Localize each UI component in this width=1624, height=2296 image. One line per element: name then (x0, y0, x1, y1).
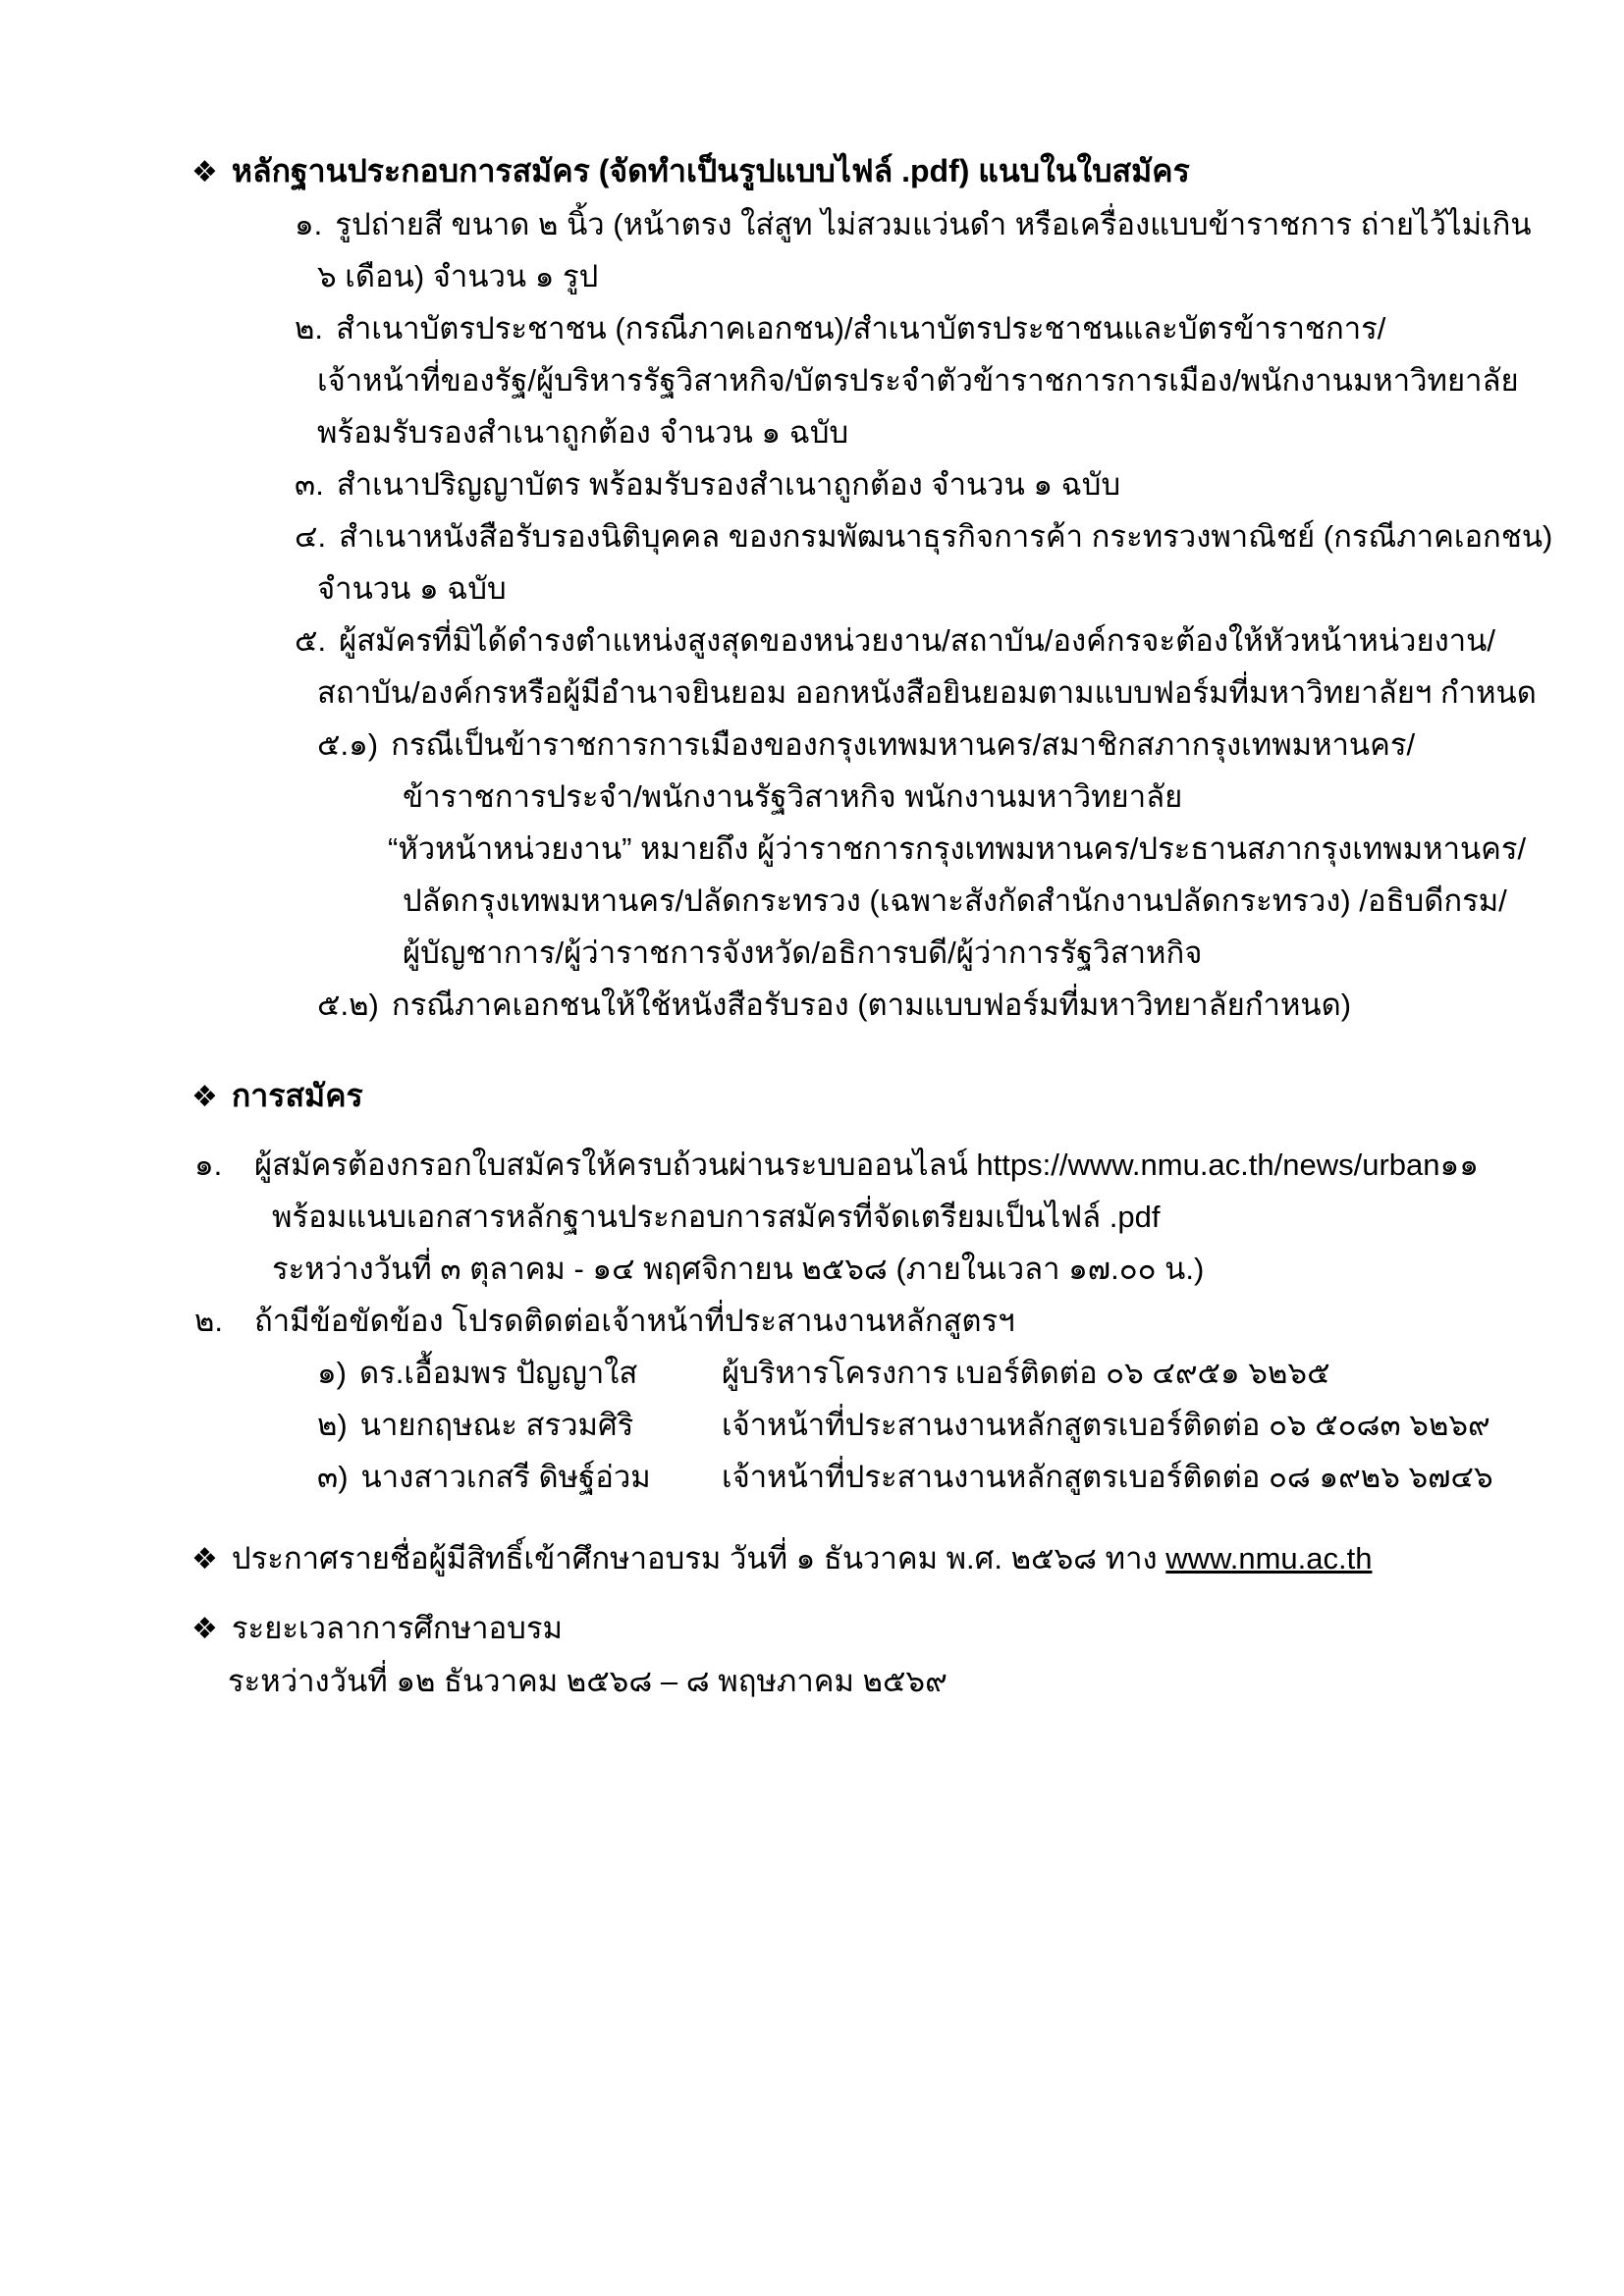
item-number: ๔. (295, 519, 327, 554)
item-number: ๕. (295, 623, 327, 658)
application-section (191, 1070, 1506, 1503)
list-item (191, 510, 1553, 614)
sub-list-item (191, 719, 1527, 979)
diamond-bullet-icon: ❖ (191, 156, 218, 188)
contact-role: เจ้าหน้าที่ประสานงานหลักสูตร (722, 1460, 1118, 1494)
text-line (317, 719, 1506, 771)
item-text: ถ้ามีข้อขัดข้อง โปรดติดต่อเจ้าหน้าที่ประสานงานหลักสูตรฯ (254, 1304, 1015, 1338)
text-line: ผู้บัญชาการ/ผู้ว่าราชการจังหวัด/อธิการบดี/ผู้ว่าการรัฐวิสาหกิจ (403, 935, 1203, 970)
contact-number: ๑) (317, 1356, 348, 1390)
application-heading-row (191, 1070, 1506, 1123)
item-text: สำเนาปริญญาบัตร พร้อมรับรองสำเนาถูกต้อง จำนวน ๑ ฉบับ (336, 467, 1121, 502)
list-item (191, 1139, 1506, 1295)
diamond-bullet-icon: ❖ (191, 1543, 218, 1575)
diamond-bullet-icon: ❖ (191, 1081, 218, 1113)
item-number: ๑. (295, 207, 323, 241)
text-line (295, 302, 1506, 354)
text-line: เจ้าหน้าที่ของรัฐ/ผู้บริหารรัฐวิสาหกิจ/บัตรประจำตัวข้าราชการการเมือง/พนักงานมหาวิทยาลัย (317, 363, 1519, 398)
text-line (295, 510, 1553, 562)
item-text: ผู้สมัครที่มิได้ดำรงตำแหน่งสูงสุดของหน่วยงาน/สถาบัน/องค์กรจะต้องให้หัวหน้าหน่วยงาน/ (339, 623, 1495, 658)
contact-name-text: นายกฤษณะ สรวมศิริ (359, 1408, 634, 1442)
item-text: สำเนาหนังสือรับรองนิติบุคคล ของกรมพัฒนาธุรกิจการค้า กระทรวงพาณิชย์ (กรณีภาคเอกชน) (339, 519, 1553, 554)
item-text: รูปถ่ายสี ขนาด ๒ นิ้ว (หน้าตรง ใส่สูท ไม่สวมแว่นดำ หรือเครื่องแบบข้าราชการ ถ่ายไว้ไม่เกิน (335, 207, 1532, 241)
item-number: ๑. (194, 1148, 223, 1182)
contact-phone: เบอร์ติดต่อ ๐๘ ๑๙๒๖ ๖๗๔๖ (1117, 1460, 1493, 1494)
text-line (194, 1295, 1506, 1347)
item-number: ๒. (194, 1304, 224, 1338)
contact-row (317, 1347, 1506, 1399)
text-line: ๖ เดือน) จำนวน ๑ รูป (317, 259, 599, 294)
text-line: สถาบัน/องค์กรหรือผู้มีอำนาจยินยอม ออกหนังสือยินยอมตามแบบฟอร์มที่มหาวิทยาลัยฯ กำหนด (317, 675, 1537, 710)
evidence-heading: หลักฐานประกอบการสมัคร (จัดทำเป็นรูปแบบไฟล์ .pdf) แนบในใบสมัคร (231, 153, 1190, 188)
list-item (191, 1295, 1506, 1347)
contact-number: ๓) (317, 1460, 349, 1494)
text-line: พร้อมแนบเอกสารหลักฐานประกอบการสมัครที่จัดเตรียมเป็นไฟล์ .pdf (272, 1200, 1161, 1234)
contact-name (317, 1399, 722, 1451)
contact-number: ๒) (317, 1408, 348, 1442)
list-item (191, 198, 1532, 302)
evidence-heading-row (191, 145, 1506, 198)
text-line (194, 1139, 1506, 1191)
text-line (295, 198, 1532, 250)
item-number: ๒. (295, 311, 324, 346)
item-number: ๕.๒) (317, 988, 379, 1022)
text-line (317, 979, 1506, 1031)
text-line (295, 458, 1506, 510)
announcement-line (232, 1532, 1373, 1584)
contact-name (317, 1451, 722, 1503)
item-text: ผู้สมัครต้องกรอกใบสมัครให้ครบถ้วนผ่านระบบออนไลน์ (254, 1148, 977, 1182)
contact-phone: เบอร์ติดต่อ ๐๖ ๔๙๕๑ ๖๒๖๕ (955, 1356, 1330, 1390)
contact-row (317, 1451, 1506, 1503)
contact-row (317, 1399, 1506, 1451)
text-line: ปลัดกรุงเทพมหานคร/ปลัดกระทรวง (เฉพาะสังกัดสำนักงานปลัดกระทรวง) /อธิบดีกรม/ (403, 883, 1507, 918)
list-item (191, 302, 1519, 458)
duration-dates-line: ระหว่างวันที่ ๑๒ ธันวาคม ๒๕๖๘ – ๘ พฤษภาคม ๒๕๖๙ (228, 1664, 947, 1698)
contact-role: ผู้บริหารโครงการ (722, 1356, 948, 1390)
sub-list-item (191, 979, 1506, 1031)
duration-heading: ระยะเวลาการศึกษาอบรม (231, 1611, 563, 1645)
contact-name-text: นางสาวเกสรี ดิษฐ์อ่วม (360, 1460, 651, 1494)
duration-heading-row (191, 1602, 1506, 1655)
text-line: ระหว่างวันที่ ๓ ตุลาคม - ๑๔ พฤศจิกายน ๒๕๖๘ (ภายในเวลา ๑๗.๐๐ น.) (272, 1252, 1205, 1286)
text-line: “หัวหน้าหน่วยงาน” หมายถึง ผู้ว่าราชการกรุงเทพมหานคร/ประธานสภากรุงเทพมหานคร/ (388, 831, 1527, 866)
announcement-text: ประกาศรายชื่อผู้มีสิทธิ์เข้าศึกษาอบรม วันที่ ๑ ธันวาคม พ.ศ. ๒๕๖๘ ทาง (231, 1541, 1166, 1575)
application-url[interactable]: https://www.nmu.ac.th/news/urban๑๑ (976, 1148, 1479, 1182)
diamond-bullet-icon: ❖ (191, 1613, 218, 1645)
list-item (191, 458, 1506, 510)
evidence-section (191, 145, 1553, 1031)
text-line: จำนวน ๑ ฉบับ (317, 571, 507, 606)
list-item (191, 614, 1537, 719)
item-text: สำเนาบัตรประชาชน (กรณีภาคเอกชน)/สำเนาบัตรประชาชนและบัตรข้าราชการ/ (336, 311, 1386, 346)
item-text: กรณีภาคเอกชนให้ใช้หนังสือรับรอง (ตามแบบฟอร์มที่มหาวิทยาลัยกำหนด) (391, 988, 1352, 1022)
contact-name (317, 1347, 722, 1399)
announcement-row (191, 1532, 1506, 1585)
announcement-section (191, 1532, 1506, 1585)
contact-role: เจ้าหน้าที่ประสานงานหลักสูตร (722, 1408, 1118, 1442)
item-text: กรณีเป็นข้าราชการการเมืองของกรุงเทพมหานคร/สมาชิกสภากรุงเทพมหานคร/ (391, 727, 1416, 762)
contact-phone: เบอร์ติดต่อ ๐๖ ๕๐๘๓ ๖๒๖๙ (1117, 1408, 1490, 1442)
application-heading: การสมัคร (231, 1078, 363, 1113)
item-number: ๕.๑) (317, 727, 379, 762)
item-number: ๓. (295, 467, 324, 502)
text-line: พร้อมรับรองสำเนาถูกต้อง จำนวน ๑ ฉบับ (317, 415, 849, 450)
duration-section (191, 1602, 1506, 1707)
text-line (295, 614, 1506, 667)
contact-name-text: ดร.เอื้อมพร ปัญญาใส (359, 1356, 638, 1390)
application-items (191, 1139, 1506, 1503)
text-line: ข้าราชการประจำ/พนักงานรัฐวิสาหกิจ พนักงานมหาวิทยาลัย (403, 779, 1183, 814)
website-link[interactable]: www.nmu.ac.th (1165, 1541, 1373, 1575)
